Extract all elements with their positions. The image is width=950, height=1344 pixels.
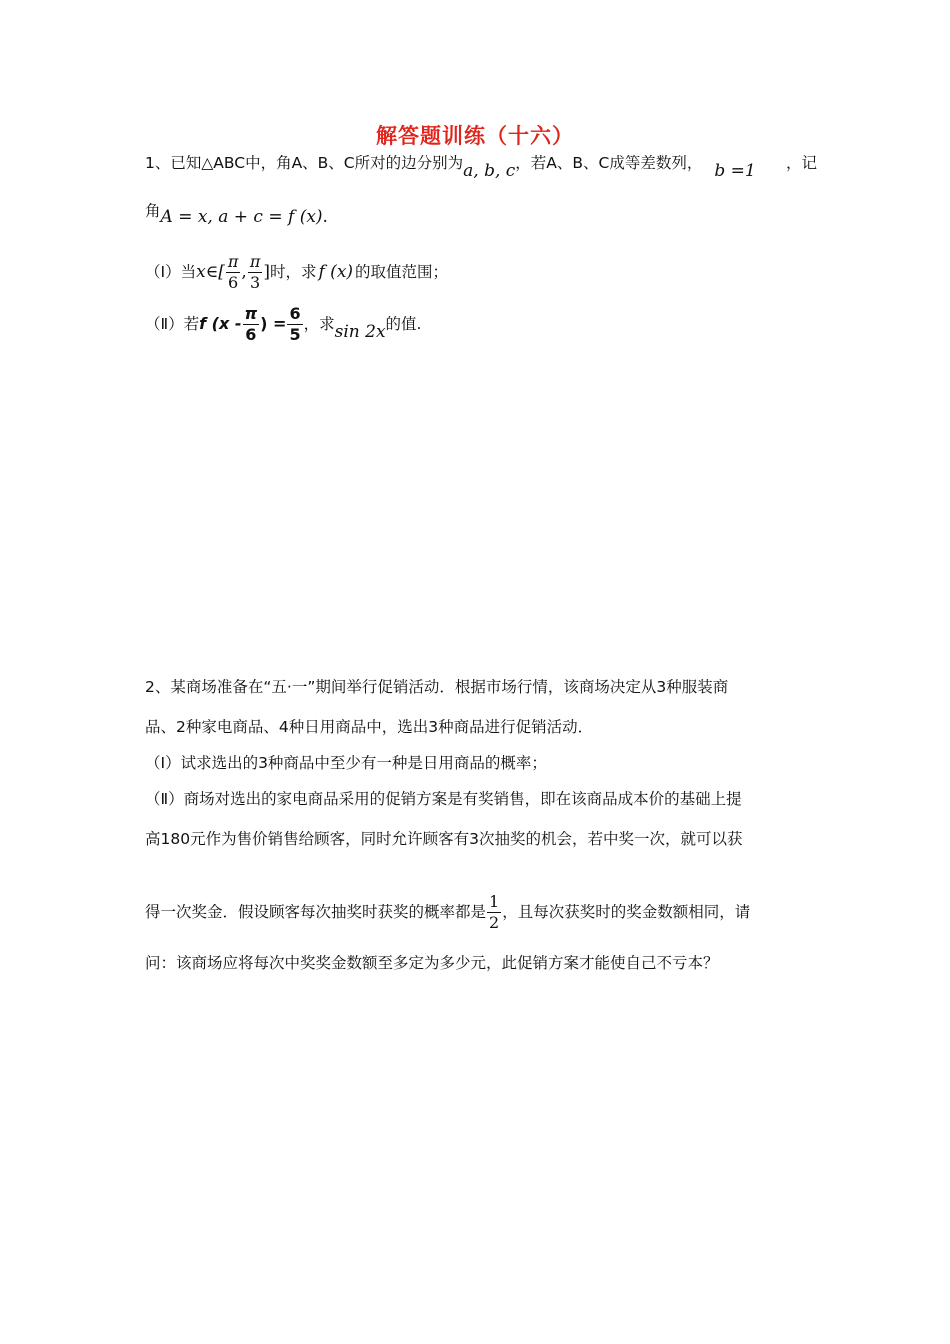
q1-sides-math: a, b, c [463, 161, 516, 181]
q1-part2-frac-6-5 [287, 304, 302, 345]
q2-line1: 2、某商场准备在“五·一”期间举行促销活动．根据市场行情，该商场决定从3种服装商 [145, 678, 729, 696]
q1-part2-six-num: 6 [289, 304, 301, 323]
q2-line2: 品、2种家电商品、4种日用商品中，选出3种商品进行促销活动． [145, 718, 594, 736]
q1-part2-f: f (x - [199, 314, 242, 333]
q1-part2-label: （Ⅱ）若 [145, 315, 200, 333]
q1-part2-five: 5 [289, 325, 301, 344]
q1-part1-frac-pi6 [226, 252, 241, 293]
q1-definition-math: A = x, a + c = f (x) [160, 207, 323, 227]
q1-part1-three: 3 [248, 272, 263, 293]
q2-half-num: 1 [489, 892, 500, 911]
q1-part1: （Ⅰ）当x∈[ $\frac{\pi}{6}$ , $\frac{\pi}{3}$ ]时，求 f (x) 的取值范围； [145, 252, 449, 292]
q1-part1-suffix: 时，求 [269, 263, 317, 281]
q1-part1-end: 的取值范围； [355, 263, 449, 281]
q1-part2-eq: ) = [260, 314, 287, 333]
q2-part1: （Ⅰ）试求选出的3种商品中至少有一种是日用商品的概率； [145, 754, 547, 772]
q1-part1-frac-pi3 [248, 252, 263, 293]
q1-part2-sin: sin 2x [334, 322, 386, 342]
q2-part2-line2: 高180元作为售价销售给顾客，同时允许顾客有3次抽奖的机会，若中奖一次，就可以获 [145, 830, 743, 848]
q2-part2-line1: （Ⅱ）商场对选出的家电商品采用的促销方案是有奖销售，即在该商品成本价的基础上提 [145, 790, 742, 808]
page-title: 解答题训练（十六） [376, 124, 574, 148]
q1-part1-close: ] [263, 262, 270, 282]
q1-part2-mid: ，求 [303, 315, 335, 333]
q1-part1-label: （Ⅰ）当 [145, 263, 197, 281]
q1-definition-period: . [322, 207, 328, 227]
q2-half-fraction [487, 892, 501, 933]
q1-part1-pi-a: π [227, 252, 239, 271]
q1-part2-end: 的值. [385, 315, 422, 333]
q1-line1-end: ，记 [786, 154, 818, 172]
q2-part2-line3-suffix: ，且每次获奖时的奖金数额相同，请 [502, 903, 751, 921]
q1-part1-x: x∈[ [196, 262, 225, 282]
q1-angle-word: 角 [145, 202, 161, 220]
q1-condition-text: ，若A、B、C成等差数列， [515, 154, 703, 172]
q1-line1 [145, 152, 756, 181]
q1-part2-frac-pi6 [243, 304, 260, 345]
q2-half-den: 2 [489, 913, 500, 932]
q2-part2-line3-prefix: 得一次奖金．假设顾客每次抽奖时获奖的概率都是 [145, 903, 487, 921]
q1-part2-six: 6 [243, 324, 260, 345]
q1-part2 [145, 304, 421, 345]
q1-part2-pi: π [244, 304, 258, 323]
q1-part1-six: 6 [226, 272, 241, 293]
q1-part1-pi-b: π [249, 252, 261, 271]
q1-part1-f: f (x) [318, 262, 354, 282]
q1-line2 [145, 202, 328, 228]
q2-part2-line3 [145, 888, 750, 936]
q1-intro-text: 1、已知△ABC中，角A、B、C所对的边分别为 [145, 154, 464, 172]
q2-part2-line4: 问：该商场应将每次中奖奖金数额至多定为多少元，此促销方案才能使自己不亏本？ [145, 954, 719, 972]
q1-b-math: b =1 [714, 161, 756, 181]
